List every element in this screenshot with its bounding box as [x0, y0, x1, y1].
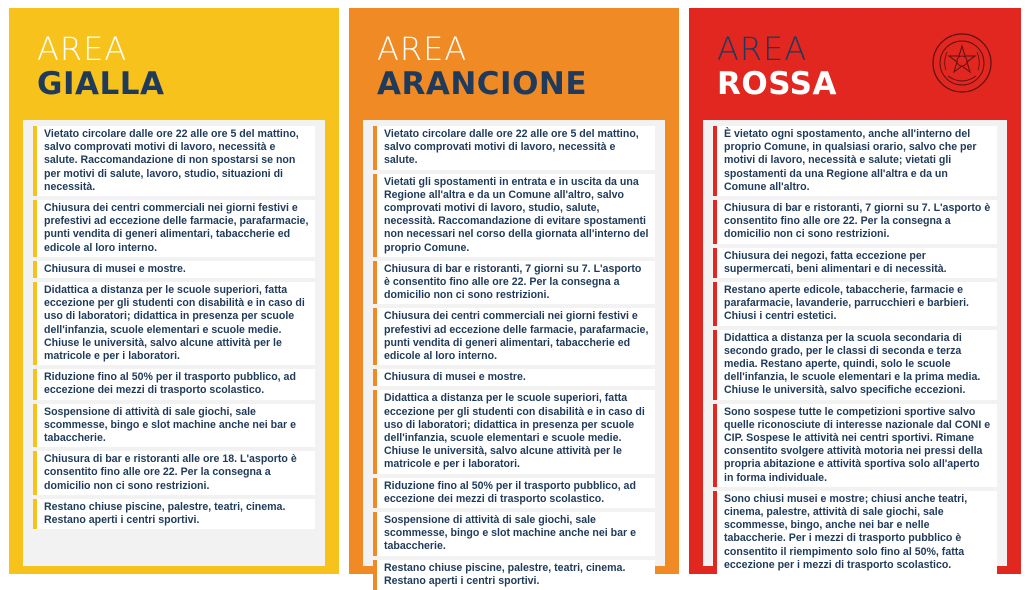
- rule-card: Restano chiuse piscine, palestre, teatri, cinema. Restano aperti i centri sportivi.: [373, 560, 655, 590]
- panel-header: [363, 20, 665, 120]
- area-name: GIALLA: [37, 66, 165, 102]
- rules-list: [23, 120, 325, 566]
- rule-card: Sono chiusi musei e mostre; chiusi anche teatri, cinema, palestre, attività di sale giochi, sale scommesse, bingo, anche nei bar e nelle tabaccherie. Per i mezzi di trasporto pubblico è consentito il riempimento solo fino al 50%, fatta eccezione per i mezzi di trasporto scolastico.: [713, 491, 997, 574]
- panel-area-arancione: [349, 8, 679, 587]
- rule-card: Didattica a distanza per la scuola secondaria di secondo grado, per le classi di seconda e terza media. Restano aperte, quindi, solo le scuole dell'infanzia, le scuole elementari e la prima media. Chiuse le università, salvo specifiche eccezioni.: [713, 330, 997, 400]
- area-label: AREA: [37, 30, 128, 68]
- rule-card: Vietati gli spostamenti in entrata e in uscita da una Regione all'altra e da un Comune all'altro, salvo comprovati motivi di lavoro, studio, salute, necessità. Raccomandazione di evitare spostamenti non necessari nel corso della giornata all'interno del proprio Comune.: [373, 174, 655, 257]
- rule-card: Vietato circolare dalle ore 22 alle ore 5 del mattino, salvo comprovati motivi di lavoro, necessità e salute. Raccomandazione di non spostarsi se non per motivi di salute, lavoro, studio, situazioni di necessità.: [33, 126, 315, 196]
- rule-card: Restano chiuse piscine, palestre, teatri, cinema. Restano aperti i centri sportivi.: [33, 499, 315, 529]
- rule-card: Chiusura di bar e ristoranti alle ore 18. L'asporto è consentito fino alle ore 22. Per la consegna a domicilio non ci sono restrizioni.: [33, 451, 315, 495]
- rule-card: Chiusura dei centri commerciali nei giorni festivi e prefestivi ad eccezione delle farmacie, parafarmacie, punti vendita di generi alimentari, tabaccherie ed edicole al loro interno.: [33, 200, 315, 257]
- rule-card: Sospensione di attività di sale giochi, sale scommesse, bingo e slot machine anche nei bar e tabaccherie.: [373, 512, 655, 556]
- rules-list: [363, 120, 665, 587]
- rule-card: Riduzione fino al 50% per il trasporto pubblico, ad eccezione dei mezzi di trasporto scolastico.: [33, 369, 315, 399]
- rule-card: Restano aperte edicole, tabaccherie, farmacie e parafarmacie, lavanderie, parrucchieri e barbieri. Chiusi i centri estetici.: [713, 282, 997, 326]
- rule-card: Sospensione di attività di sale giochi, sale scommesse, bingo e slot machine anche nei bar e tabaccherie.: [33, 404, 315, 448]
- rule-card: Chiusura di musei e mostre.: [373, 369, 655, 386]
- panel-area-rossa: [689, 8, 1021, 574]
- rule-card: Didattica a distanza per le scuole superiori, fatta eccezione per gli studenti con disabilità e in caso di uso di laboratori; didattica in presenza per scuole dell'infanzia, scuole elementari e scuole medie. Chiuse le università, salvo alcune attività per le matricole e per i laboratori.: [33, 282, 315, 365]
- area-label: AREA: [717, 30, 808, 68]
- area-name: ARANCIONE: [377, 66, 588, 102]
- rule-card: Chiusura di musei e mostre.: [33, 261, 315, 278]
- italian-republic-emblem-icon: [931, 32, 993, 94]
- rule-card: Riduzione fino al 50% per il trasporto pubblico, ad eccezione dei mezzi di trasporto scolastico.: [373, 478, 655, 508]
- rule-card: Vietato circolare dalle ore 22 alle ore 5 del mattino, salvo comprovati motivi di lavoro, necessità e salute.: [373, 126, 655, 170]
- rule-card: È vietato ogni spostamento, anche all'interno del proprio Comune, in qualsiasi orario, salvo che per motivi di lavoro, necessità e salute; vietati gli spostamenti da una Regione all'altra e da un Comune all'altro.: [713, 126, 997, 196]
- rule-card: Chiusura dei centri commerciali nei giorni festivi e prefestivi ad eccezione delle farmacie, parafarmacie, punti vendita di generi alimentari, tabaccherie ed edicole al loro interno.: [373, 308, 655, 365]
- rule-card: Chiusura di bar e ristoranti, 7 giorni su 7. L'asporto è consentito fino alle ore 22. Per la consegna a domicilio non ci sono restrizioni.: [373, 261, 655, 305]
- area-label: AREA: [377, 30, 468, 68]
- rule-card: Chiusura dei negozi, fatta eccezione per supermercati, beni alimentari e di necessità.: [713, 248, 997, 278]
- panel-header: [23, 20, 325, 120]
- panel-header: [703, 20, 1007, 120]
- panel-area-gialla: [9, 8, 339, 574]
- rules-list: [703, 120, 1007, 571]
- rule-card: Sono sospese tutte le competizioni sportive salvo quelle riconosciute di interesse nazionale dal CONI e CIP. Sospese le attività nei centri sportivi. Rimane consentito svolgere attività motoria nei pressi della propria abitazione e attività sportiva solo all'aperto in forma individuale.: [713, 404, 997, 487]
- rule-card: Chiusura di bar e ristoranti, 7 giorni su 7. L'asporto è consentito fino alle ore 22. Per la consegna a domicilio non ci sono restrizioni.: [713, 200, 997, 244]
- area-name: ROSSA: [717, 66, 837, 102]
- rule-card: Didattica a distanza per le scuole superiori, fatta eccezione per gli studenti con disabilità e in caso di uso di laboratori; didattica in presenza per scuole dell'infanzia, scuole elementari e scuole medie. Chiuse le università, salvo alcune attività per le matricole e per i laboratori.: [373, 390, 655, 473]
